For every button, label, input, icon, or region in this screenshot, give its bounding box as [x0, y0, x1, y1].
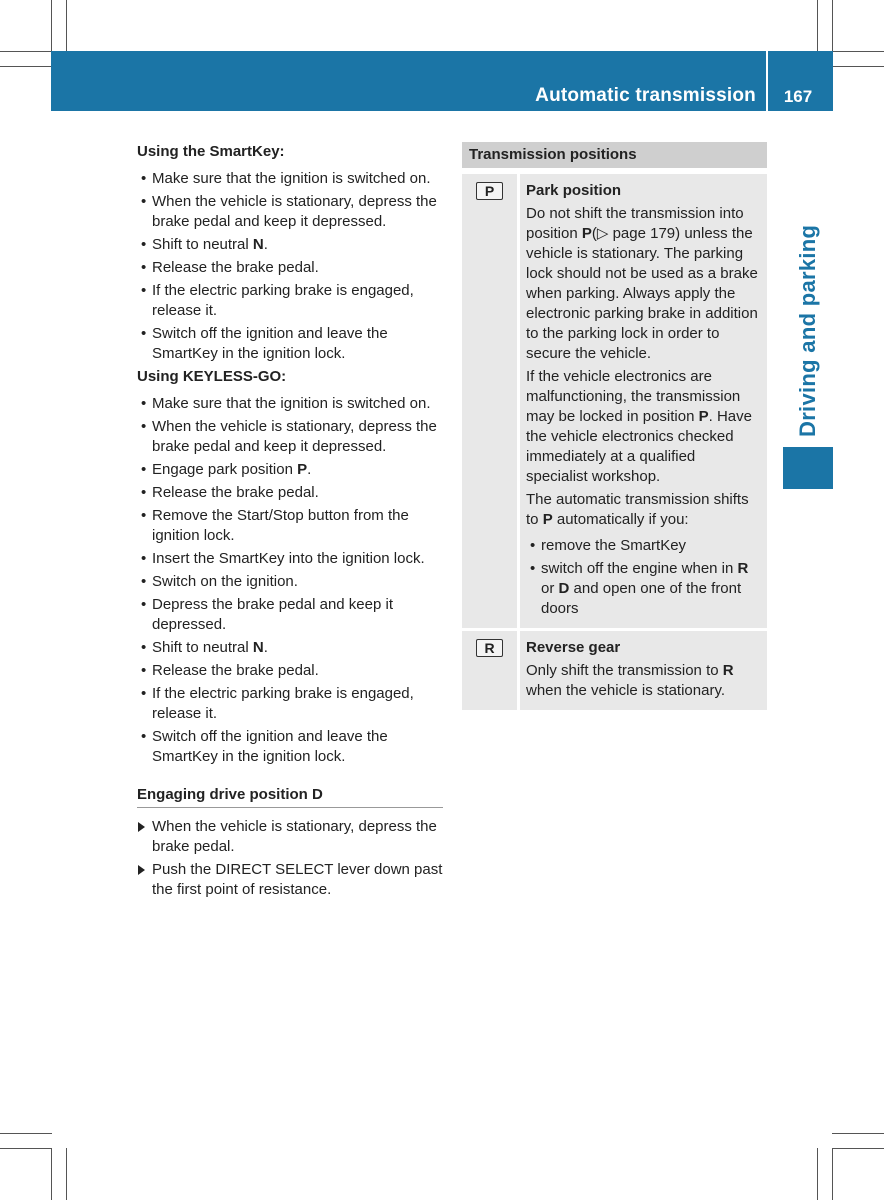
list-item: • switch off the engine when in R or D and open one of the front doors [526, 559, 761, 619]
chapter-tab-marker [783, 447, 833, 489]
crop-mark [0, 1133, 52, 1134]
table-heading: Transmission positions [462, 142, 767, 168]
list-item: • Make sure that the ignition is switched on. [137, 394, 443, 414]
crop-mark [51, 1148, 52, 1200]
list-item: • Depress the brake pedal and keep it depressed. [137, 595, 443, 635]
row-paragraph: Only shift the transmission to R when the vehicle is stationary. [526, 662, 734, 699]
list-item: • Release the brake pedal. [137, 483, 443, 503]
list-item: • Shift to neutral N. [137, 235, 443, 255]
table-body [462, 174, 767, 710]
row-paragraph: If the vehicle electronics are malfunctioning, the transmission may be locked in position P. Have the vehicle electronics checked immediately at a qualified specialist workshop. [526, 368, 752, 485]
row-paragraph: Do not shift the transmission into position P(▷ page 179) unless the vehicle is stationary. The parking lock should not be used as a brake when parking. Always apply the electronic parking brake in addition to the parking lock in order to secure the vehicle. [526, 205, 758, 362]
crop-mark [832, 51, 884, 52]
list-item: • Make sure that the ignition is switched on. [137, 169, 443, 189]
step-arrow-icon [138, 822, 145, 832]
list-item: • When the vehicle is stationary, depress the brake pedal and keep it depressed. [137, 192, 443, 232]
row-title: Park position [526, 182, 622, 199]
left-column [137, 142, 443, 903]
crop-mark [66, 1148, 67, 1200]
row-title: Reverse gear [526, 639, 621, 656]
keylessgo-heading: Using KEYLESS-GO: [137, 368, 287, 385]
step-item: When the vehicle is stationary, depress the brake pedal. [137, 817, 443, 857]
keylessgo-list [137, 394, 443, 767]
key-cell [462, 631, 520, 710]
list-item: • Switch off the ignition and leave the SmartKey in the ignition lock. [137, 324, 443, 364]
list-item: • Engage park position P. [137, 460, 443, 480]
row-paragraph: The automatic transmission shifts to P automatically if you: [526, 491, 749, 528]
crop-mark [0, 66, 52, 67]
smartkey-heading: Using the SmartKey: [137, 143, 285, 160]
list-item: • Remove the Start/Stop button from the ignition lock. [137, 506, 443, 546]
list-item: • When the vehicle is stationary, depress the brake pedal and keep it depressed. [137, 417, 443, 457]
crop-mark [0, 1148, 52, 1149]
crop-mark [832, 66, 884, 67]
gear-key-icon: P [476, 182, 503, 200]
list-item: • Release the brake pedal. [137, 661, 443, 681]
step-item: Push the DIRECT SELECT lever down past the first point of resistance. [137, 860, 443, 900]
chapter-tab-label: Driving and parking [795, 224, 820, 437]
list-item: • If the electric parking brake is engaged, release it. [137, 281, 443, 321]
list-item: • If the electric parking brake is engaged, release it. [137, 684, 443, 724]
crop-mark [832, 1148, 884, 1149]
crop-mark [66, 0, 67, 52]
crop-mark [51, 0, 52, 52]
table-row [462, 631, 767, 710]
key-cell [462, 174, 520, 628]
crop-mark [817, 0, 818, 52]
steps-list [137, 817, 443, 900]
section-heading: Engaging drive position D [137, 785, 443, 808]
header-divider [766, 51, 768, 111]
list-item: • Release the brake pedal. [137, 258, 443, 278]
page-title: Automatic transmission [535, 85, 756, 106]
crop-mark [817, 1148, 818, 1200]
crop-mark [832, 0, 833, 52]
row-bullets [526, 536, 761, 619]
transmission-table [462, 142, 767, 710]
smartkey-list [137, 169, 443, 364]
description-cell [520, 174, 767, 628]
crop-mark [0, 51, 52, 52]
table-row [462, 174, 767, 631]
page-number: 167 [783, 87, 813, 106]
list-item: • Insert the SmartKey into the ignition lock. [137, 549, 443, 569]
crop-mark [832, 1148, 833, 1200]
list-item: • Shift to neutral N. [137, 638, 443, 658]
list-item: • Switch on the ignition. [137, 572, 443, 592]
list-item: • remove the SmartKey [526, 536, 761, 556]
description-cell [520, 631, 767, 710]
gear-key-icon: R [476, 639, 503, 657]
crop-mark [832, 1133, 884, 1134]
step-arrow-icon [138, 865, 145, 875]
list-item: • Switch off the ignition and leave the SmartKey in the ignition lock. [137, 727, 443, 767]
